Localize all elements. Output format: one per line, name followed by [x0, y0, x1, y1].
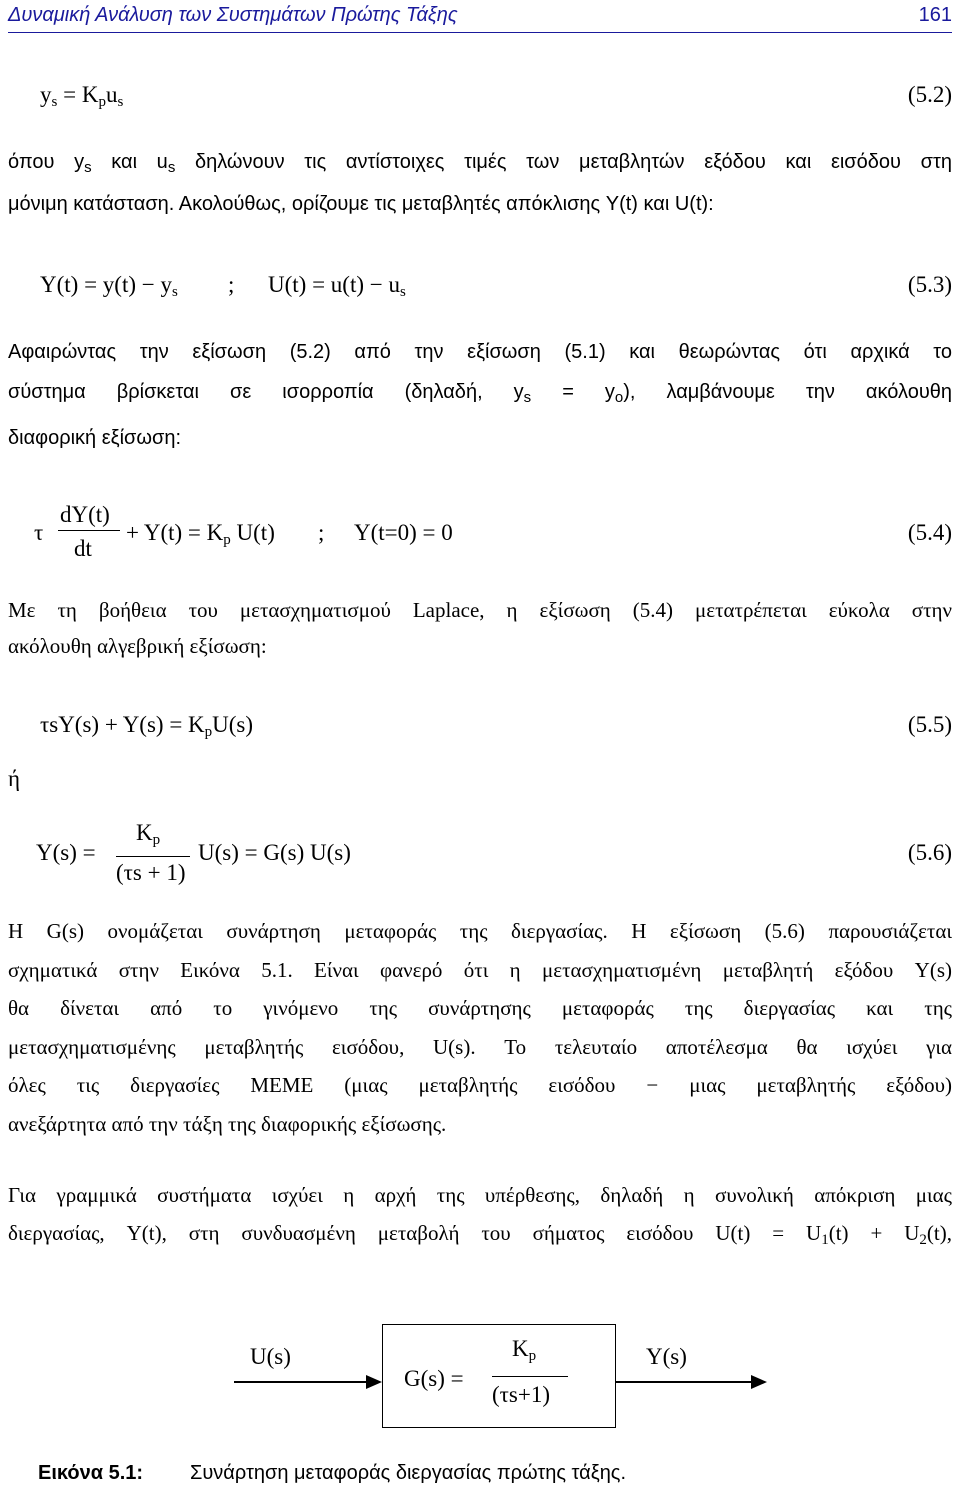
paragraph-line: διαφορική εξίσωση:: [8, 427, 182, 449]
paragraph-line: θα δίνεται από το γινόμενο της συνάρτησης μεταφοράς της διεργασίας και της: [8, 996, 952, 1020]
paragraph-line: διεργασίας, Y(t), στη συνδυασμένη μεταβολή του σήματος εισόδου $U(t) = U_1(t) + U_2(t)$,: [8, 1221, 952, 1248]
equation-number-5-6: (5.6): [907, 840, 952, 865]
paragraph-line: σύστημα βρίσκεται σε ισορροπία (δηλαδή, $y_s = y_o$), λαμβάνουμε την ακόλουθη: [8, 381, 952, 406]
paragraph-line: Αφαιρώντας την εξίσωση (5.2) από την εξίσωση (5.1) και θεωρώντας ότι αρχικά το: [8, 341, 952, 363]
diagram-output-arrowhead: [751, 1375, 767, 1389]
paragraph-line: ανεξάρτητα από την τάξη της διαφορικής εξίσωσης.: [8, 1111, 447, 1136]
paragraph-superposition: [8, 1176, 952, 1259]
diagram-block-fraction-bar: [492, 1376, 568, 1377]
equation-5-6-rhs: U(s) = G(s) U(s): [198, 840, 351, 865]
paragraph-line: σχηματικά στην Εικόνα 5.1. Είναι φανερό ότι η μετασχηματισμένη μεταβλητή εξόδου Y(s): [8, 957, 952, 982]
equation-number-5-5: (5.5): [907, 712, 952, 737]
equation-5-6-denominator: (τs + 1): [116, 860, 186, 885]
paragraph-line: μόνιμη κατάσταση. Ακολούθως, ορίζουμε τις μεταβλητές απόκλισης Y(t) και U(t):: [8, 193, 714, 215]
equation-5-4-initial-condition: Y(t=0) = 0: [354, 520, 453, 545]
equation-5-4-fraction-bar: [58, 530, 120, 531]
paragraph-line: ακόλουθη αλγεβρική εξίσωση:: [8, 634, 267, 658]
diagram-input-label: U(s): [250, 1344, 291, 1369]
page-number: 161: [918, 4, 952, 26]
diagram-output-label: Y(s): [646, 1344, 687, 1369]
equation-5-6-fraction-bar: [116, 856, 190, 857]
running-header-title: Δυναμική Ανάλυση των Συστημάτων Πρώτης Τάξης: [8, 4, 458, 26]
equation-5-4-body: + $Y(t) = K_p$ U(t): [126, 520, 275, 548]
equation-5-3-separator: ;: [228, 272, 235, 297]
paragraph-definition: [8, 144, 952, 222]
paragraph-line: Με τη βοήθεια του μετασχηματισμού Laplace, η εξίσωση (5.4) μετατρέπεται εύκολα στην: [8, 598, 952, 622]
equation-5-6-lhs: Y(s) =: [36, 840, 96, 865]
equation-5-4-denominator: dt: [74, 536, 92, 561]
paragraph-line: όλες τις διεργασίες ΜΕΜΕ (μιας μεταβλητής εισόδου − μιας μεταβλητής εξόδου): [8, 1073, 952, 1097]
equation-5-4-separator: ;: [318, 520, 325, 545]
diagram-input-arrow-line: [234, 1381, 366, 1383]
equation-5-5: $\tau sY(s) + Y(s) = K_pU(s)$: [40, 712, 254, 740]
equation-number-5-4: (5.4): [907, 520, 952, 545]
paragraph-line: Η G(s) ονομάζεται συνάρτηση μεταφοράς της διεργασίας. Η εξίσωση (5.6) παρουσιάζεται: [8, 919, 952, 943]
paragraph-transfer-function: [8, 912, 952, 1143]
equation-5-4-numerator: dY(t): [60, 502, 110, 527]
equation-5-6-numerator: $K_p$: [136, 820, 161, 848]
paragraph-line: όπου $y_s$ και $u_s$ δηλώνουν τις αντίστοιχες τιμές των μεταβλητών εξόδου και εισόδου στη: [8, 151, 952, 176]
equation-5-3-left: $Y(t) = y(t) - y_s$: [40, 272, 178, 300]
paragraph-laplace: [8, 592, 952, 664]
figure-caption-text: Συνάρτηση μεταφοράς διεργασίας πρώτης τάξης.: [190, 1462, 627, 1484]
paragraph-subtraction: [8, 334, 952, 456]
diagram-block-lhs: G(s) =: [404, 1366, 464, 1391]
conjunction-or: ή: [8, 766, 21, 791]
paragraph-line: Για γραμμικά συστήματα ισχύει η αρχή της υπέρθεσης, δηλαδή η συνολική απόκριση μιας: [8, 1183, 952, 1207]
equation-number-5-2: (5.2): [907, 82, 952, 107]
diagram-input-arrowhead: [366, 1375, 382, 1389]
header-rule: [8, 32, 952, 33]
equation-5-3-right: $U(t) = u(t) - u_s$: [268, 272, 406, 300]
diagram-block-numerator: $K_p$: [512, 1336, 537, 1364]
paragraph-line: μετασχηματισμένης μεταβλητής εισόδου, U(s). Το τελευταίο αποτέλεσμα θα ισχύει για: [8, 1034, 952, 1059]
diagram-block-denominator: (τs+1): [492, 1382, 550, 1407]
equation-number-5-3: (5.3): [907, 272, 952, 297]
diagram-output-arrow-line: [615, 1381, 751, 1383]
figure-caption-label: Εικόνα 5.1:: [38, 1462, 144, 1484]
equation-5-2: $y_s = K_pu_s$: [40, 82, 124, 110]
equation-5-4-tau: τ: [34, 520, 44, 545]
